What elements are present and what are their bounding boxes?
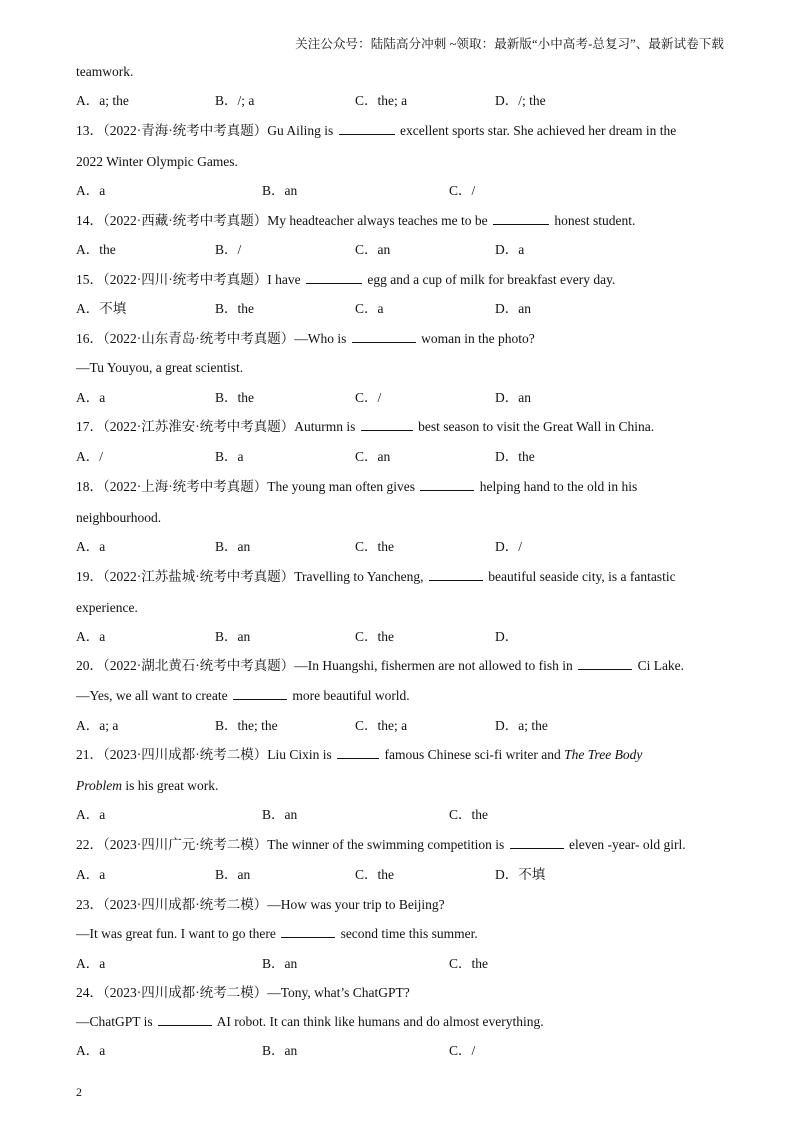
option-c: C．an [355,449,391,464]
answer-blank [493,212,549,225]
option-b: B．/ [215,242,242,257]
question-21 [76,746,642,764]
question-23-line2 [76,925,478,943]
option-a: A．a [76,956,106,971]
page-header: 关注公众号：陆陆高分冲刺 ~领取：最新版“小中高考-总复习”、最新试卷下载 [295,37,724,51]
option-d: D．a; the [495,718,548,733]
option-b: B．a [215,449,244,464]
answer-blank [578,657,632,670]
option-c: C．a [355,301,384,316]
option-d: D．an [495,301,531,316]
question-24-line2 [76,1013,544,1031]
question-24-line2-suffix: AI robot. It can think like humans and do almost everything. [216,1014,544,1029]
answer-blank [339,122,395,135]
option-d: D．/; the [495,93,546,108]
question-20-line2-prefix: —Yes, we all want to create [76,688,228,703]
question-22-suffix: eleven -year- old girl. [568,837,686,852]
option-d: D． [495,629,519,644]
question-16-suffix: woman in the photo? [421,331,535,346]
question-20-line2-suffix: more beautiful world. [292,688,410,703]
question-19-line2: experience. [76,600,138,615]
question-16-line2: —Tu Youyou, a great scientist. [76,360,244,375]
question-17-suffix: best season to visit the Great Wall in China. [418,419,655,434]
question-13-line2: 2022 Winter Olympic Games. [76,154,238,169]
question-13 [76,122,676,140]
question-24: 24．（2023·四川成都·统考二模）—Tony, what’s ChatGPT? [76,985,410,1000]
option-a: A．不填 [76,301,127,316]
question-16-prefix: 16．（2022·山东青岛·统考中考真题）—Who is [76,331,347,346]
answer-blank [158,1013,212,1026]
question-17-prefix: 17．（2022·江苏淮安·统考中考真题）Auturmn is [76,419,356,434]
question-24-line2-prefix: —ChatGPT is [76,1014,153,1029]
option-b: B．an [215,539,251,554]
question-14 [76,212,635,230]
option-b: B．the; the [215,718,278,733]
question-14-prefix: 14．（2022·西藏·统考中考真题）My headteacher always teaches me to be [76,213,488,228]
question-18-line2: neighbourhood. [76,510,162,525]
option-a: A．a [76,539,106,554]
question-15-suffix: egg and a cup of milk for breakfast every day. [367,272,616,287]
question-21-suffix: famous Chinese sci-fi writer and [384,747,561,762]
question-13-prefix: 13．（2022·青海·统考中考真题）Gu Ailing is [76,123,334,138]
option-a: A．a [76,867,106,882]
option-c: C．the [355,629,394,644]
question-14-suffix: honest student. [554,213,636,228]
question-22-prefix: 22．（2023·四川广元·统考二模）The winner of the swimming competition is [76,837,505,852]
question-20 [76,657,684,675]
option-b: B．/; a [215,93,255,108]
option-d: D．the [495,449,535,464]
option-a: A．/ [76,449,103,464]
question-21-prefix: 21．（2023·四川成都·统考二模）Liu Cixin is [76,747,332,762]
answer-blank [429,568,483,581]
question-16 [76,330,535,348]
option-b: B．the [215,301,254,316]
option-d: D．an [495,390,531,405]
question-22 [76,836,686,854]
question-15 [76,271,615,289]
option-a: A．a; a [76,718,119,733]
answer-blank [281,925,335,938]
option-c: C．/ [355,390,382,405]
option-c: C．the [355,867,394,882]
book-title: The Tree Body [564,747,643,762]
option-b: B．the [215,390,254,405]
page-number: 2 [76,1085,82,1099]
option-b: B．an [262,1043,298,1058]
question-23: 23．（2023·四川成都·统考二模）—How was your trip to Beijing? [76,897,445,912]
question-19-prefix: 19．（2022·江苏盐城·统考中考真题）Travelling to Yancheng, [76,569,424,584]
option-a: A．a [76,183,106,198]
answer-blank [420,478,474,491]
question-23-line2-prefix: —It was great fun. I want to go there [76,926,276,941]
question-18-suffix: helping hand to the old in his [479,479,638,494]
answer-blank [306,271,362,284]
answer-blank [352,330,416,343]
book-title-cont: Problem [76,778,122,793]
question-18-prefix: 18．（2022·上海·统考中考真题）The young man often gives [76,479,415,494]
question-13-suffix: excellent sports star. She achieved her dream in the [400,123,677,138]
continued-text: teamwork. [76,64,134,79]
option-c: C．the [449,956,488,971]
question-19-suffix: beautiful seaside city, is a fantastic [488,569,676,584]
answer-blank [510,836,564,849]
answer-blank [361,418,413,431]
option-d: D．不填 [495,867,546,882]
question-19 [76,568,676,586]
option-d: D．/ [495,539,522,554]
question-17 [76,418,654,436]
option-a: A．the [76,242,116,257]
option-a: A．a; the [76,93,129,108]
option-b: B．an [262,956,298,971]
option-a: A．a [76,1043,106,1058]
option-c: C．the; a [355,718,408,733]
question-21-line2-rest: is his great work. [125,778,219,793]
option-d: D．a [495,242,525,257]
option-b: B．an [215,629,251,644]
option-b: B．an [262,807,298,822]
option-c: C．the; a [355,93,408,108]
question-20-line2 [76,687,410,705]
question-18 [76,478,637,496]
option-a: A．a [76,390,106,405]
answer-blank [233,687,287,700]
option-c: C．an [355,242,391,257]
answer-blank [337,746,379,759]
question-21-line2 [76,777,218,795]
question-20-prefix: 20．（2022·湖北黄石·统考中考真题）—In Huangshi, fishermen are not allowed to fish in [76,658,573,673]
question-20-suffix: Ci Lake. [637,658,685,673]
option-b: B．an [215,867,251,882]
option-b: B．an [262,183,298,198]
option-c: C．/ [449,1043,476,1058]
option-c: C．the [355,539,394,554]
option-c: C．/ [449,183,476,198]
option-a: A．a [76,629,106,644]
option-a: A．a [76,807,106,822]
option-c: C．the [449,807,488,822]
question-15-prefix: 15．（2022·四川·统考中考真题）I have [76,272,301,287]
question-23-line2-suffix: second time this summer. [340,926,478,941]
